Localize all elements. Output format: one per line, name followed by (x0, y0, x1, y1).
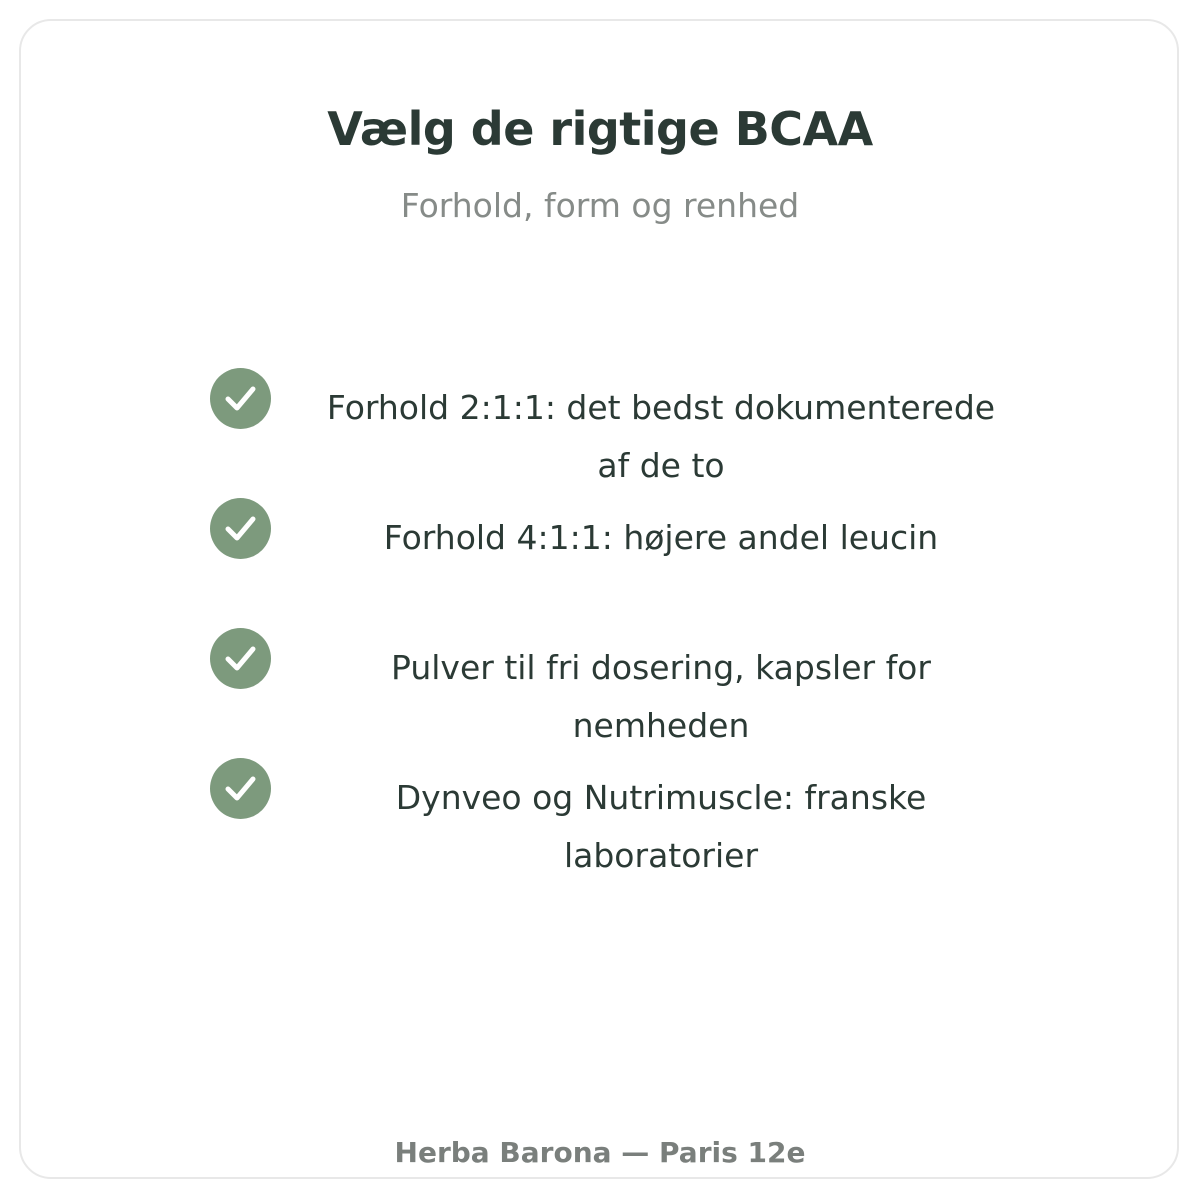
check-icon (210, 628, 271, 689)
list-item-text: Dynveo og Nutrimuscle: franske laboratorier (395, 778, 927, 875)
page-title: Vælg de rigtige BCAA (327, 102, 873, 156)
list-item (0, 758, 1200, 878)
list-item (0, 628, 1200, 748)
list-item (0, 498, 1200, 618)
page-subtitle: Forhold, form og renhed (400, 186, 800, 225)
check-icon (210, 498, 271, 559)
list-item-text: Forhold 2:1:1: det bedst dokumenterede af de to (326, 388, 996, 485)
list-item (0, 368, 1200, 488)
list-item-text: Forhold 4:1:1: højere andel leucin (383, 518, 939, 557)
footer-text: Herba Barona — Paris 12e (394, 1136, 806, 1169)
check-icon (210, 758, 271, 819)
list-item-text: Pulver til fri dosering, kapsler for nemheden (391, 648, 931, 745)
check-icon (210, 368, 271, 429)
